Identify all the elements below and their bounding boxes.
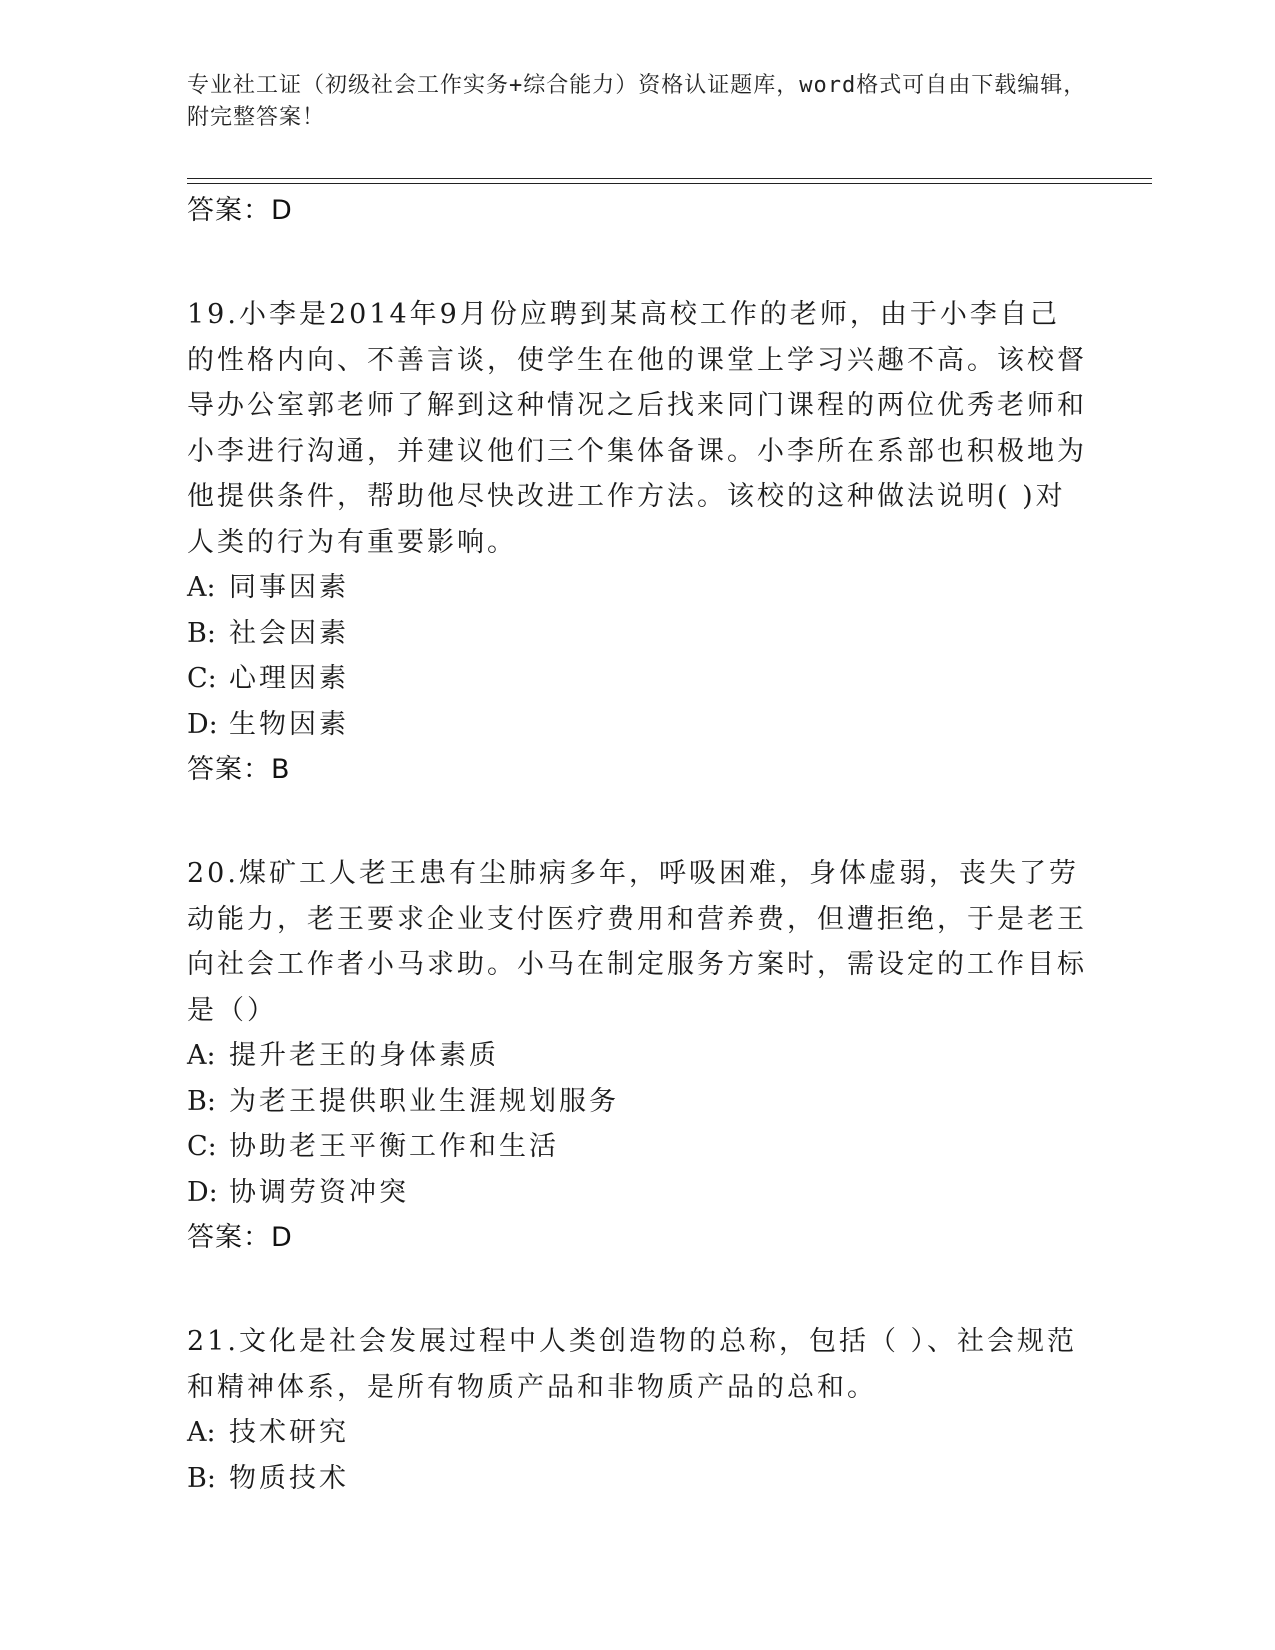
question-stem: 20.煤矿工人老王患有尘肺病多年，呼吸困难，身体虚弱，丧失了劳动能力，老王要求企业支付医疗费用和营养费，但遭拒绝，于是老王向社会工作者小马求助。小马在制定服务方案时，需设定的工作目标是（） — [187, 858, 1087, 1026]
question-20 — [187, 851, 1087, 1261]
option-d — [187, 1170, 1087, 1216]
option-letter: D: — [187, 708, 218, 740]
option-letter: B: — [187, 1462, 216, 1494]
option-c — [187, 656, 1087, 702]
option-letter: C: — [187, 1131, 217, 1162]
question-stem: 21.文化是社会发展过程中人类创造物的总称，包括（ ）、社会规范和精神体系，是所有物质产品和非物质产品的总和。 — [187, 1326, 1078, 1403]
question-19 — [187, 292, 1087, 793]
option-d — [187, 702, 1087, 748]
header-divider — [187, 178, 1152, 184]
question-stem: 19.小李是2014年9月份应聘到某高校工作的老师，由于小李自己的性格内向、不善言谈，使学生在他的课堂上学习兴趣不高。该校督导办公室郭老师了解到这种情况之后找来同门课程的两位优秀老师和小李进行沟通，并建议他们三个集体备课。小李所在系部也积极地为他提供条件，帮助他尽快改进工作方法。该校的这种做法说明( )对人类的行为有重要影响。 — [187, 299, 1087, 558]
page-header: 专业社工证（初级社会工作实务+综合能力）资格认证题库，word格式可自由下载编辑，附完整答案！ — [187, 73, 1087, 130]
option-letter: A: — [187, 572, 216, 603]
option-text: 物质技术 — [229, 1462, 349, 1494]
option-letter: B: — [187, 617, 216, 649]
answer-line: 答案：D — [187, 195, 293, 226]
answer-line: 答案：D — [187, 1222, 293, 1253]
option-text: 为老王提供职业生涯规划服务 — [229, 1085, 619, 1117]
option-text: 技术研究 — [229, 1417, 349, 1448]
option-text: 提升老王的身体素质 — [229, 1040, 499, 1071]
option-c — [187, 1124, 1087, 1170]
option-letter: A: — [187, 1417, 216, 1448]
option-text: 协助老王平衡工作和生活 — [229, 1131, 559, 1162]
option-letter: D: — [187, 1176, 218, 1208]
option-b — [187, 611, 1087, 657]
option-b — [187, 1456, 1087, 1502]
option-text: 心理因素 — [229, 663, 349, 694]
option-text: 社会因素 — [229, 617, 349, 649]
option-a — [187, 1410, 1087, 1456]
document-body — [187, 188, 1087, 1501]
question-21 — [187, 1319, 1087, 1501]
option-a — [187, 1033, 1087, 1079]
option-letter: C: — [187, 663, 217, 694]
option-letter: A: — [187, 1040, 216, 1071]
option-a — [187, 565, 1087, 611]
option-text: 生物因素 — [229, 708, 349, 740]
option-b — [187, 1079, 1087, 1125]
option-letter: B: — [187, 1085, 216, 1117]
option-text: 同事因素 — [229, 572, 349, 603]
answer-line: 答案：B — [187, 754, 291, 785]
option-text: 协调劳资冲突 — [229, 1176, 409, 1208]
